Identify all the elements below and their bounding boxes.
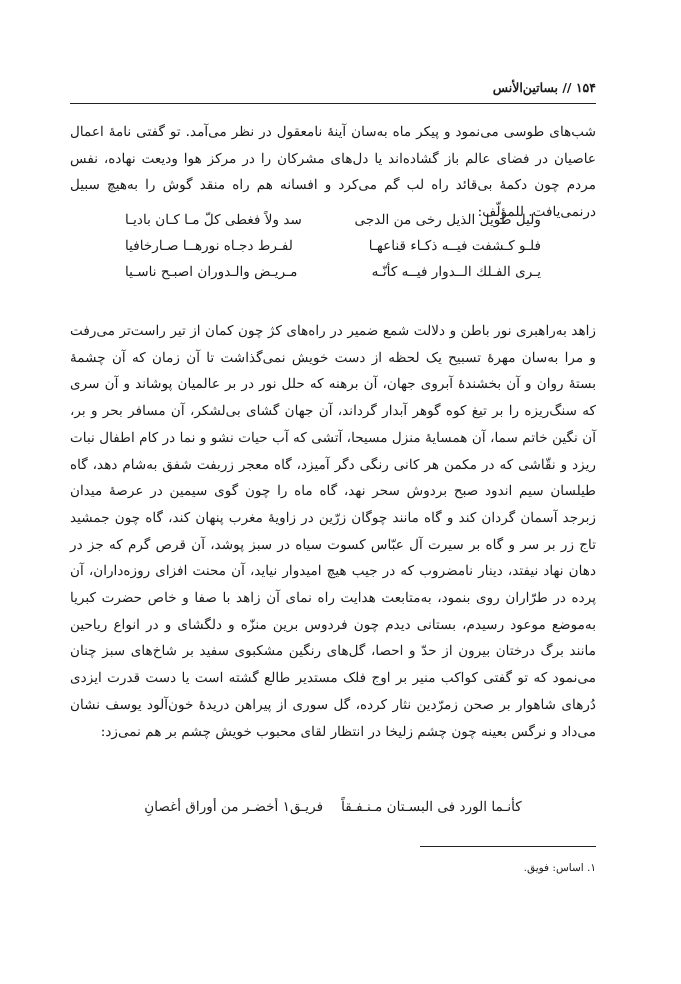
closing-verse	[70, 794, 596, 820]
running-title: ۱۵۴ // بساتین‌الأنس	[492, 80, 596, 95]
hemistich-first: ولیل طویل الذیل رخی من الدجی	[354, 212, 541, 228]
hemistich-second: لفـرط دجـاه نورهــا صـارخافیا	[125, 238, 293, 255]
verse-1	[70, 207, 596, 233]
footnote-rule	[420, 846, 596, 847]
footnote-1: ۱. اساس: فویق.	[523, 862, 596, 874]
header-rule	[70, 103, 596, 104]
poem-verses	[70, 207, 596, 286]
hemistich-first: کأنـما الورد فی البسـتان مـنـفـقاً	[341, 799, 522, 815]
verse-2	[70, 233, 596, 259]
book-page	[70, 0, 596, 984]
verse-3	[70, 259, 596, 285]
hemistich-second: سد ولاً فغطی کلّ مـا کـان بادیـا	[125, 212, 302, 228]
hemistich-second: مـریـض والـدوران اصبـح ناسـیا	[125, 264, 298, 281]
hemistich-second: فریـق۱ أخضـر من أوراق أغصانِ	[144, 799, 324, 815]
paragraph-2: زاهد به‌راهبری نور باطن و دلالت شمع ضمیر در راه‌های کژ چون کمان از تیر راست‌تر می‌رفت و مرا به‌سان مهرهٔ تسبیح یک لحظه از دست خویش نمی‌گذاشت تا آن زمان که آن چشمهٔ بستهٔ روان و آن بخشندهٔ آبروی جهان، آن برهنه که حلل نور در بر عالمیان پوشاند و آن سری که سنگ‌ریزه را بر تیغ کوه گوهر آبدار گرداند، آن جهان گشای بی‌لشکر، آن مسافر بحر و بر، آن نگین خاتم سما، آن همسایهٔ منزل مسیحا، آتشی که آب حیات نشو و نما در کام اطفال نبات ریزد و نقّاشی که در مکمن هر کانی رنگی دگر آمیزد، گاه معجر زربفت شفق به‌شام دهد، گاه طیلسان سیم اندود صبح بردوش سحر نهد، گاه ماه را چون گوی سیمین در عرصهٔ میدان زبرجد آسمان گردان کند و گاه مانند چوگان زرّین در زاویهٔ مغرب پنهان کند، گاه چون جمشید تاج زر بر سر و گاه بر سیرت آل عبّاس کسوت سیاه در سبز پوشد، آن قرص گرم که جز در دهان نهاد نیفتد، دینار نامضروب که در جیب هیچ امیدوار نیاید، آن محنت افزای روزه‌داران، آن پرده در طرّاران روی بنمود، به‌متابعت هدایت راه نمای آن زاهد با صفا و خاص حضرت کبریا به‌موضع موعود رسیدم، بستانی دیدم چون فردوس برین منزّه و دلگشای و در انواع ریاحین مانند برگ درختان بیرون از حدّ و احصا، گل‌های رنگین مشکبوی سفید بر شاخ‌های سبز چنان می‌نمود که تو گفتی کواکب منیر بر اوج فلک مستدیر طالع گشته است یا دست قدرت ایزدی دُرهای شاهوار بر صحن زمرّدین نثار کرده، گل سوری از پیراهن دریدهٔ خون‌آلود یوسف نشان می‌داد و نرگس بعینه چون چشم زلیخا در انتظار لقای محبوب خویش چشم بر هم نمی‌زد:	[70, 323, 596, 740]
paragraph-1: شب‌های طوسی می‌نمود و پیکر ماه به‌سان آینهٔ نامعقول در نظر می‌آمد. تو گفتی نامهٔ اعمال عاصیان در فضای عالم باز گشاده‌اند یا دل‌های مشرکان را در مرکز هوا ودیعت نهاده، نفس مردم چون دکمهٔ بی‌قائد راه لب گم می‌کرد و افسانه هم راه منقد گوش را به‌هیچ سبیل درنمی‌یافت. للمؤلّف:	[70, 124, 596, 221]
hemistich-first: یـری الفـلك الــدوار فیــه کأنّـه	[371, 264, 541, 281]
hemistich-first: فلـو کـشفت فیــه ذکـاء قناعهـا	[368, 238, 541, 255]
